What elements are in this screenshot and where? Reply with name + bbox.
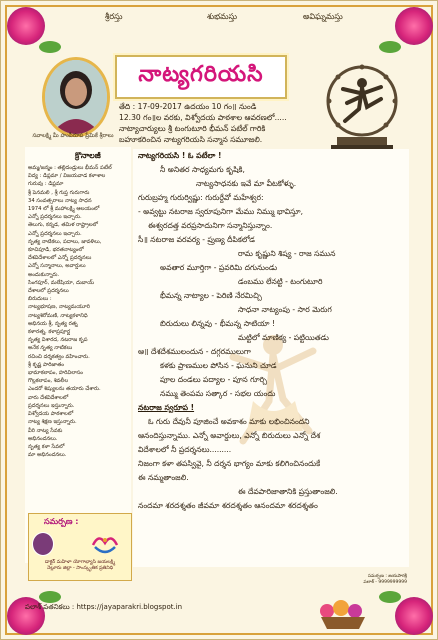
chronology-line: ఎన్నో ప్రదర్శనలు ఇచ్చారు. [28, 214, 82, 221]
chronology-line: నాట్యశిరోమణి, నాట్యకళానిధి [28, 312, 88, 319]
flower-top-left [7, 7, 45, 45]
chronology-line: బిరుదులు : [28, 296, 52, 303]
chronology-line: విద్య : డిప్లమా / విజయవాడ కళాశాల [28, 173, 106, 180]
poem-line: గురుబ్రహ్మ గురుర్విష్ణు: గురుర్దేవో మహేశ్వర: [138, 193, 264, 202]
person-silhouette-icon [45, 60, 107, 134]
flower-bottom-right [395, 597, 433, 635]
presenter-line: డాక్టర్ మహిళా యోగాభ్యాసి జయలక్ష్మి [44, 560, 116, 565]
presenter-photo [32, 532, 54, 556]
poem-line: ఈశ్వరదత్త వరప్రసాదునిగా సన్మానిస్తున్నాం. [148, 221, 273, 230]
presenter-details [31, 560, 129, 572]
poem-line: నీ అనితర సాధ్యమగు కృషికి, [160, 165, 245, 174]
chronology-line: దేశవిదేశాలలో ఎన్నో ప్రదర్శనలు [28, 255, 92, 262]
blessing-left: శ్రీరస్తు [105, 12, 123, 21]
blessing-right: అవిఘ్నమస్తు [303, 12, 343, 21]
poem-line: సాధనా నాట్యంపు - సార మెరుగ [238, 305, 332, 314]
chronology-line: అనేక నృత్య నాటికలు [28, 345, 73, 352]
poem-line: నిజంగా కళా తపస్వివై, నీ దర్శన భాగ్యం మాకు కలిగించినందుకే [138, 459, 321, 468]
poem-line: ఈ నమ్మతాంజలి. [138, 473, 189, 482]
footer-blog-link: పలాశ్ పతనికలు : https://jayaparakri.blogspot.in [25, 603, 183, 611]
event-info [119, 101, 324, 145]
chronology-line: విశ్వోదయ పాఠశాలలో [28, 411, 74, 418]
chronology-line: మా అభినందనలు. [28, 452, 67, 459]
poem-line: మట్టిలో మాణిక్య - పట్టియితడు [238, 333, 329, 342]
chronology-line: దేశాలలో ప్రదర్శనలు [28, 288, 69, 295]
chronology-line: అభినందనలు. [28, 435, 58, 442]
chronology-line: వీరి నాట్య సేవకు [28, 427, 63, 434]
portrait-photo [42, 57, 110, 137]
poem-line: సీ॥ నటరాజ వరవర్య - ప్రుణ్య దీపికలోడ [138, 235, 255, 244]
footer-credit-line: సమర్పణ : జయపారక్రి [367, 574, 407, 579]
footer-credit-line: పలాశ్ - 9999999999 [363, 580, 407, 585]
chronology-line: సింగపూర్, మలేషియా, దుబాయ్ [28, 279, 95, 286]
chronology-line: నాట్య శిక్షణ ఇస్తున్నారు. [28, 419, 77, 426]
chronology-line: అందుకున్నారు. [28, 271, 60, 278]
title-banner [115, 55, 287, 99]
poem-line: అవతార మూర్తిగా - ప్రవరిమి దగునుండు [160, 263, 278, 272]
chronology-line: భామాకలాపం, హరివిలాసం [28, 370, 83, 377]
page-title: నాట్యగరియసి [138, 62, 264, 87]
event-info-line: 12.30 గం॥ల వరకు, విశ్వోదయ పాఠశాల ఆవరణలో..... [119, 113, 287, 122]
poem-line: నాట్యగరియసి ! ఓ పటేలా ! [138, 151, 222, 160]
chronology-line: నృత్య విశారద, నటరాజ కృప [28, 337, 88, 344]
trust-logo-icon [89, 531, 121, 557]
chronology-title: క్రొనాలజీ [75, 151, 101, 160]
poem-line: బిరుదులు లిన్నవు - భీమన్న సాటియా ! [160, 319, 275, 328]
poem-line: భీమన్న నాట్యాల - పెరిణి నేరమిచ్చి [160, 291, 262, 300]
event-info-line: తేది : 17-09-2017 ఉదయం 10 గం॥ నుండి [119, 102, 257, 111]
chronology-line: 1974 లో శ్రీ మహాలక్ష్మి ఆలయంలో [28, 206, 100, 213]
footer-credit [307, 574, 407, 586]
chronology-line: కూచిపూడి, భరతనాట్యంలో [28, 247, 84, 254]
chronology-line: ఎన్నో ప్రదర్శనలు ఇచ్చారు. [28, 230, 82, 237]
poem-line: విదేశాలలో నీ ప్రదర్శనలు......... [138, 445, 232, 454]
presenter-line: నెల్లూరు జిల్లా - సాంస్కృతిక ప్రతినిధి [46, 566, 114, 571]
poem-line: నాట్యసాధనకు ఇవే మా వీటకోళ్ళు. [196, 179, 297, 188]
chronology-line: 34 సంవత్సరాలు నాట్య సాధన [28, 197, 92, 204]
poem-line: రామ కృష్ణుని శిష్య - రాజ సమున [238, 249, 336, 258]
event-info-line: నాట్యాచార్యులు శ్రీ టంగుటూరి భీమన్ పటేల్ గారికి [119, 124, 266, 133]
nataraja-idol-icon [323, 49, 401, 161]
poem-line: ఈ దేవపారిజాతానికి ప్రస్తుతాంజలి. [238, 487, 338, 496]
flower-top-right [395, 7, 433, 45]
poem-line: ఆ॥ దేశదేశములందున - దగ్గరములుగా [138, 347, 251, 356]
chronology-line: గొల్లకలాపం, శివలీల [28, 378, 69, 385]
leaf-decoration [39, 41, 61, 53]
chronology-line: ఎందరో శిష్యులను తయారు చేశారు. [28, 386, 101, 393]
poem-line: నటరాజ స్వరూప ! [138, 403, 195, 412]
chronology-line: అభినయ శ్రీ, నృత్య రత్న [28, 320, 78, 327]
poem-line: ఆనందిస్తున్నాము. ఎన్నో అవార్డులు, ఎన్నో బిరుదులు ఎన్నో దేశ [138, 431, 321, 440]
chronology-line: శ్రీ పెనమలి , శ్రీ గుప్త గురుగారు [28, 189, 90, 196]
chronology-list [28, 164, 130, 494]
chronology-line: తెలుగు, కన్నడ, తమిళ రాష్ట్రాలలో [28, 222, 98, 229]
chronology-line: అమ్మ/జన్మం : తల్లిదండ్రులు భీమన్ పటేల్ [28, 165, 112, 171]
poem-line: పూల దండలు పద్యాల - పూన గూర్చి [160, 375, 268, 384]
chronology-line: ఎన్నో సన్మానాలు, అవార్డులు [28, 263, 86, 270]
presenter-label: సమర్పణ : [44, 517, 79, 526]
flower-basket-icon [313, 599, 373, 629]
poem-line: నందమా శరదశ్శతం జీవమా శరదశ్శతం ఆనందమా శరదశ్శతం [138, 501, 318, 510]
poem-line: డంబము లేనట్టి - టంగుటూరి [238, 277, 323, 286]
poem-line: ఓ గురు దేవునీ పూజించే అవకాశం మాకు లభించినందని [148, 417, 310, 426]
tribute-poem [138, 149, 408, 513]
chronology-line: నృత్య నాటికలు, పదాలు, జావళిలు, [28, 238, 102, 245]
chronology-line: వారు దేశవిదేశాలలో [28, 394, 69, 401]
chronology-line: కళారత్న, కళాప్రపూర్ణ [28, 329, 71, 336]
chronology-line: నాట్యభూషణ, నాట్యమయూరి [28, 304, 90, 311]
chronology-line: ప్రదర్శనలు ఇస్తున్నారు. [28, 402, 75, 409]
leaf-decoration [379, 591, 401, 603]
blessing-center: శుభమస్తు [207, 12, 238, 21]
poem-line: నమ్ము తెంపమ సత్కార - సభల యందు [160, 389, 276, 398]
chronology-line: శ్రీ కృష్ణ పారిజాతం [28, 361, 64, 368]
leaf-decoration [39, 591, 61, 603]
poem-line: - అవ్వట్టు నటరాజ స్వరూపునిగా మేము నిమ్ము భావిస్తూ, [138, 207, 304, 216]
event-info-line: బహూకరించిన నాట్యగరియసి సన్మాన సమూజలి. [119, 135, 263, 144]
poem-line: కళకు ప్రాణముల పోసిన - ఘనుని చూడ [160, 361, 277, 370]
chronology-line: రచించి దర్శకత్వం వహించారు. [28, 353, 90, 360]
chronology-line: గురువు : డిప్లమా [28, 181, 64, 188]
portrait-caption: సవాలక్ష్మి మీ హంపీరూప ప్రేమికే శ్రీరాలు [32, 133, 114, 139]
chronology-line: నృత్య కళా సేవలో [28, 443, 65, 450]
